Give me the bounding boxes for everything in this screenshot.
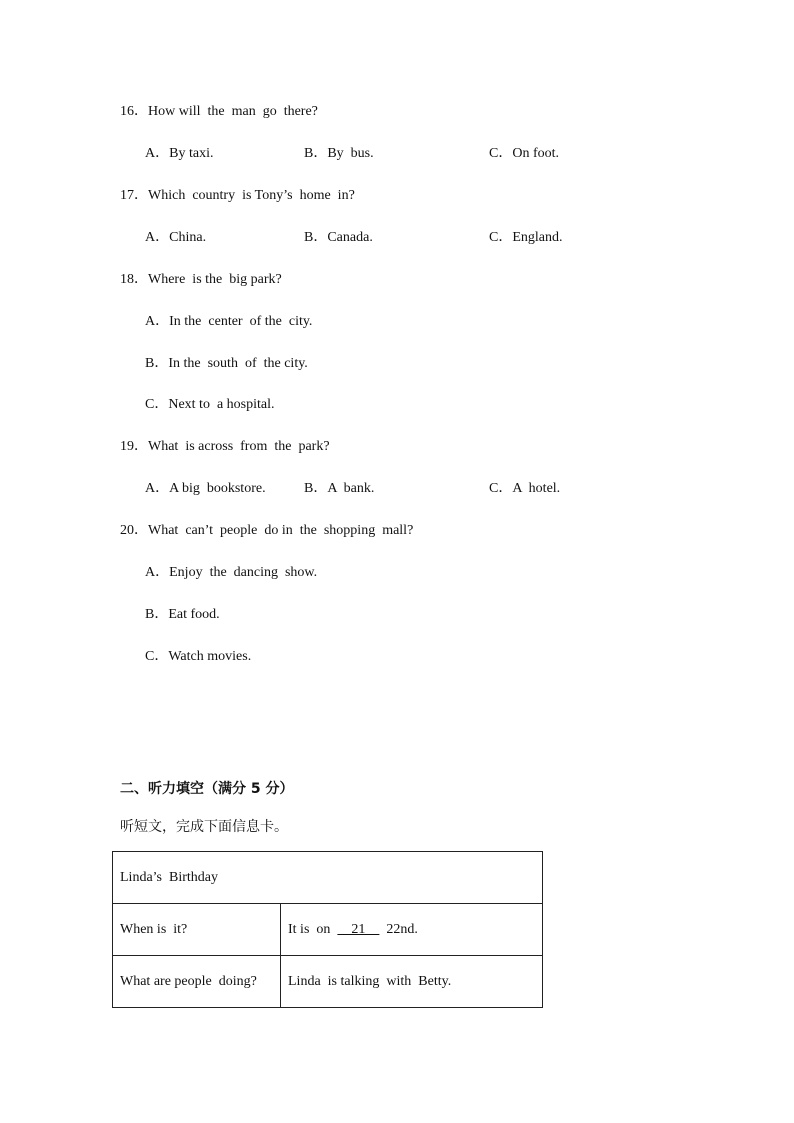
option-text: A big bookstore. [169,481,266,496]
option-18-b [145,355,308,373]
option-letter: A． [145,481,170,496]
option-17-a [145,229,206,247]
info-card-title-row [113,852,543,904]
question-16-stem: 16．How will the man go there? [120,104,318,119]
row-label: When is it? [113,904,281,956]
row-value [281,904,543,956]
option-20-a [145,564,317,582]
option-text: A hotel. [512,481,561,496]
option-16-a [145,145,213,163]
option-letter: A． [145,146,170,161]
option-18-a [145,313,312,331]
option-letter: A． [145,230,170,245]
question-20-stem: 20．What can’t people do in the shopping mall? [120,523,414,538]
option-19-a [145,480,266,498]
option-text: England. [512,230,563,245]
option-text: Watch movies. [168,649,252,664]
option-20-c [145,648,251,666]
answer-blank-21[interactable]: 21 [337,921,380,937]
option-letter: B． [145,356,169,371]
option-letter: C． [489,230,513,245]
info-card-row [113,956,543,1008]
option-text: Eat food. [168,607,220,622]
option-letter: B． [304,230,328,245]
info-card-title: Linda’s Birthday [113,852,543,904]
info-card-table [112,851,543,1008]
option-text: Next to a hospital. [168,397,275,412]
option-20-b [145,606,220,624]
option-text: China. [169,230,207,245]
section-instruction: 听短文，完成下面信息卡。 [120,819,288,835]
option-letter: B． [304,146,328,161]
question-19-stem: 19．What is across from the park? [120,439,330,454]
option-text: In the center of the city. [169,314,313,329]
option-text: By bus. [327,146,374,161]
option-letter: C． [145,397,169,412]
option-letter: A． [145,314,170,329]
value-prefix: It is on [288,921,338,937]
option-19-c [489,480,560,498]
option-text: On foot. [512,146,560,161]
question-17-stem: 17．Which country is Tony’s home in? [120,188,355,203]
value-suffix: 22nd. [379,921,418,937]
option-letter: C． [489,481,513,496]
info-card-row [113,904,543,956]
option-text: Enjoy the dancing show. [169,565,318,580]
option-17-b [304,229,373,247]
option-letter: C． [489,146,513,161]
option-19-b [304,480,374,498]
question-18-stem: 18．Where is the big park? [120,272,282,287]
section-title: 二、听力填空（满分 5 分） [120,781,294,797]
option-letter: B． [304,481,328,496]
row-value: Linda is talking with Betty. [281,956,543,1008]
option-letter: A． [145,565,170,580]
option-text: In the south of the city. [168,356,308,371]
option-text: By taxi. [169,146,214,161]
option-letter: B． [145,607,169,622]
row-label: What are people doing? [113,956,281,1008]
option-16-b [304,145,374,163]
option-18-c [145,396,275,414]
option-text: A bank. [327,481,375,496]
option-letter: C． [145,649,169,664]
option-17-c [489,229,563,247]
option-16-c [489,145,559,163]
option-text: Canada. [327,230,373,245]
